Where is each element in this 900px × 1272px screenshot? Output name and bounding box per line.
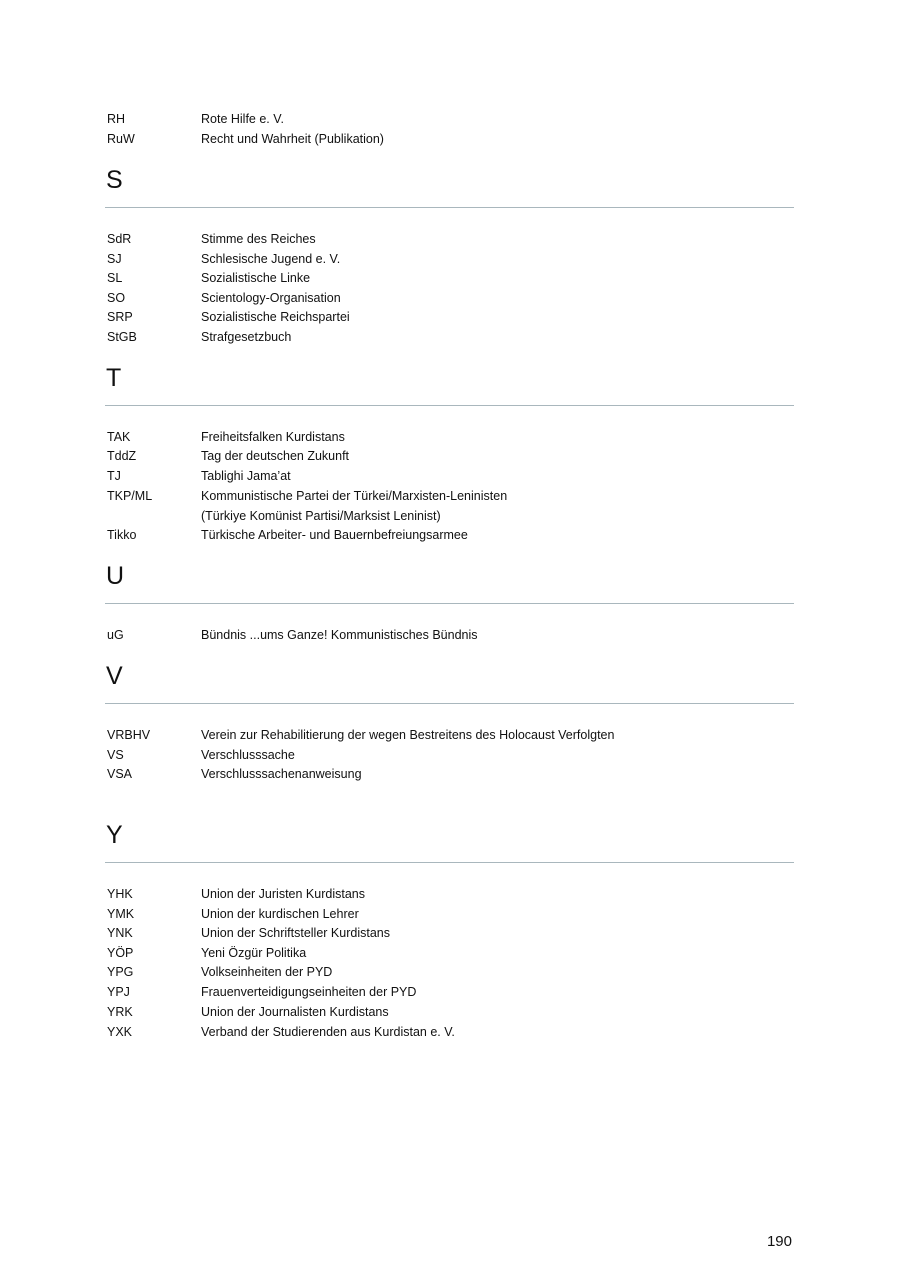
abbreviation: SJ: [107, 252, 122, 266]
abbreviation-meaning: Verschlusssachenanweisung: [201, 767, 362, 781]
abbreviation: uG: [107, 628, 124, 642]
abbreviation: YNK: [107, 926, 133, 940]
abbreviation: StGB: [107, 330, 137, 344]
abbreviation-meaning: Strafgesetzbuch: [201, 330, 292, 344]
abbreviation: RH: [107, 112, 126, 126]
abbreviation-meaning: Yeni Özgür Politika: [201, 946, 307, 960]
section-divider: [105, 862, 794, 863]
abbreviation: YXK: [107, 1025, 133, 1039]
abbreviation: YPJ: [107, 985, 130, 999]
abbreviation: YHK: [107, 887, 133, 901]
abbreviation-meaning: Scientology-Organisation: [201, 291, 341, 305]
abbreviation-meaning: Bündnis ...ums Ganze! Kommunistisches Bündnis: [201, 628, 478, 642]
abbreviation-meaning: (Türkiye Komünist Partisi/Marksist Leninist): [201, 509, 441, 523]
abbreviation-meaning: Frauenverteidigungseinheiten der PYD: [201, 985, 417, 999]
section-heading-u: U: [106, 562, 125, 590]
section-divider: [105, 207, 794, 208]
abbreviation: VRBHV: [107, 728, 151, 742]
abbreviation-meaning: Union der Schriftsteller Kurdistans: [201, 926, 390, 940]
abbreviation: YPG: [107, 965, 134, 979]
abbreviation-meaning: Union der Journalisten Kurdistans: [201, 1005, 389, 1019]
abbreviation: VS: [107, 748, 124, 762]
abbreviation-meaning: Tablighi Jama’at: [201, 469, 291, 483]
section-heading-t: T: [106, 364, 122, 392]
abbreviation-meaning: Sozialistische Reichspartei: [201, 310, 350, 324]
abbreviation: TKP/ML: [107, 489, 153, 503]
section-divider: [105, 603, 794, 604]
abbreviation-meaning: Kommunistische Partei der Türkei/Marxisten-Leninisten: [201, 489, 508, 503]
abbreviation-meaning: Verschlusssache: [201, 748, 295, 762]
abbreviation: YRK: [107, 1005, 133, 1019]
abbreviation: YÖP: [107, 946, 134, 960]
abbreviation: RuW: [107, 132, 135, 146]
abbreviation: VSA: [107, 767, 133, 781]
abbreviation: Tikko: [107, 528, 137, 542]
abbreviation: TddZ: [107, 449, 137, 463]
abbreviation-meaning: Rote Hilfe e. V.: [201, 112, 284, 126]
abbreviation-meaning: Sozialistische Linke: [201, 271, 311, 285]
section-divider: [105, 405, 794, 406]
section-heading-v: V: [106, 662, 123, 690]
abbreviation: SO: [107, 291, 126, 305]
abbreviation-meaning: Stimme des Reiches: [201, 232, 316, 246]
section-heading-s: S: [106, 166, 123, 194]
abbreviation-meaning: Verband der Studierenden aus Kurdistan e. V.: [201, 1025, 455, 1039]
abbreviation-meaning: Union der kurdischen Lehrer: [201, 907, 359, 921]
abbreviation-meaning: Recht und Wahrheit (Publikation): [201, 132, 384, 146]
abbreviation-meaning: Union der Juristen Kurdistans: [201, 887, 365, 901]
section-divider: [105, 703, 794, 704]
abbreviation: TAK: [107, 430, 131, 444]
section-heading-y: Y: [106, 821, 123, 849]
abbreviation: SdR: [107, 232, 132, 246]
abbreviation-meaning: Tag der deutschen Zukunft: [201, 449, 350, 463]
abbreviation-meaning: Verein zur Rehabilitierung der wegen Bestreitens des Holocaust Verfolgten: [201, 728, 615, 742]
abbreviation: SRP: [107, 310, 133, 324]
page-number: 190: [766, 1233, 792, 1250]
abbreviation: SL: [107, 271, 123, 285]
abbreviation: YMK: [107, 907, 135, 921]
abbreviation-meaning: Schlesische Jugend e. V.: [201, 252, 341, 266]
abbreviation: TJ: [107, 469, 121, 483]
abbreviation-meaning: Volkseinheiten der PYD: [201, 965, 333, 979]
abbreviation-meaning: Türkische Arbeiter- und Bauernbefreiungsarmee: [201, 528, 468, 542]
abbreviation-meaning: Freiheitsfalken Kurdistans: [201, 430, 345, 444]
